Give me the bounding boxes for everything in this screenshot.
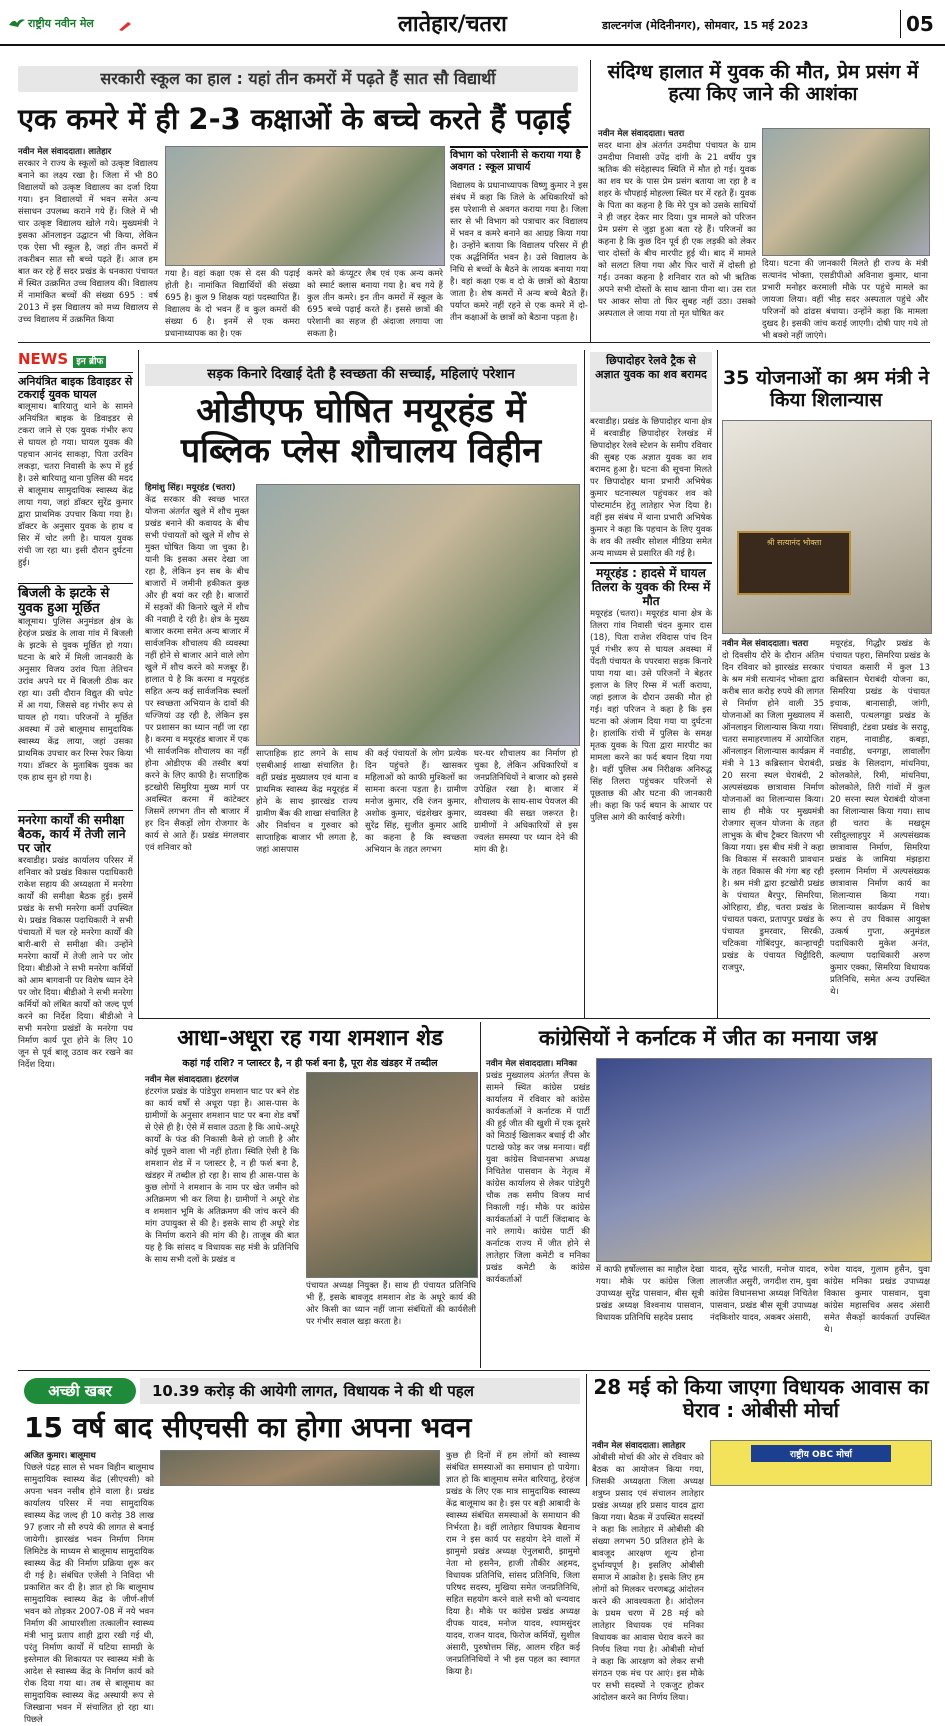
story5-headline: मयूरहंड : हादसे में घायल तिलरा के युवक की रिम्स में मौत	[590, 562, 712, 608]
minister-visit-photo	[762, 128, 930, 256]
story3-col2: साप्ताहिक हाट लगने के साथ एसबीआई शाखा संचालित है। वहीं प्रखंड मुख्यालय एवं थाना व प्राथमिक स्वास्थ्य केंद्र मयूरहंड में होने के साथ झारखंड राज्य ग्रामीण बैंक की शाखा संचालित है और निर्वाचन व गुरुवार को साप्ताहिक बाजार भी लगता है, जहां आसपास	[256, 749, 358, 855]
story4-text: बरवाडीह। प्रखंड के छिपादोहर थाना क्षेत्र में बरवाडीह छिपादोहर रेलखंड में छिपादोहर रेलवे स्टेशन के समीप रविवार की सुबह एक अज्ञात युवक का शव बरामद हुआ है। घटना की सूचना मिलते पर छिपादोहर थाना प्रभारी अभिषेक कुमार घटनास्थल पहुंचकर शव को पोस्टमार्टम हेतु लातेहार भेज दिया है। वहीं इस संबंध में थाना प्रभारी अभिषेक कुमार ने कहा कि पहचान के लिए युवक के शव की तस्वीर सोशल मीडिया समेत अन्य माध्यम से प्रसारित की गई है।	[590, 417, 712, 559]
story6-byline: नवीन मेल संवाददाता। चतरा	[722, 639, 809, 649]
section-title: लातेहार/चतरा	[398, 12, 507, 37]
story2-col1: सदर थाना क्षेत्र अंतर्गत उमदीघा पंचायत के ग्राम उमदीघा निवासी उपेंद्र दांगी के 21 वर्षीय पुत्र ऋतिक की संदेहास्पद स्थिति में मौत हो गई। युवक का शव घर के पास प्रेम प्रसंग बताया जा रहा है व शहर के चौपहाई मोहल्ला स्थित घर में रहते हैं। युवक के पिता का कहना है कि मेरे पुत्र को उसके साथियों ने ही जहर देकर मार दिया। पुत्र मामले को परिजन प्रेम प्रसंग से जुड़ा हुआ बता रहे हैं। परिजनों का कहना है कि कुछ दिन पूर्व ही एक लड़की को लेकर चार दोस्तों के बीच मारपीट हुई थी। बाद में मामले को सलटा लिया गया और फिर चारों में दोस्ती हो गई। उनका कहना है शनिवार रात को भी ऋतिक अपने सभी दोस्तों के साथ खाना पीना था। उस रात घर आकर सोया तो फिर सुबह नहीं उठा। उसको अस्पताल ले जाया गया तो मृत घोषित कर	[598, 141, 756, 319]
plaque: श्री सत्यानंद भोक्ता	[737, 531, 851, 595]
story1-kicker: सरकारी स्कूल का हाल : यहां तीन कमरों में पढ़ते हैं सात सौ विद्यार्थी	[18, 66, 578, 92]
story8-col1: प्रखंड मुख्यालय अंतर्गत लैंपस के सामने स्थित कांग्रेस प्रखंड कार्यालय में रविवार को कांग्रेस कार्यकर्ताओं ने कर्नाटक में पार्टी की हुई जीत की खुशी में एक दूसरे को मिठाई खिलाकर बधाई दी और पटाखे फोड़ कर जश्न मनाया। वहीं युवा कांग्रेस विधानसभा अध्यक्ष निचितेश पासवान के नेतृत्व में कांग्रेस कार्यालय से लेकर पांडेपुरी चौक तक समीप विजय मार्च निकाली गई। मौके पर कांग्रेस कार्यकर्ताओं ने पार्टी जिंदाबाद के नारे लगाये। कांग्रेस पार्टी की कर्नाटक राज्य में जीत होने से लातेहार जिला कमेटी व मनिका प्रखंड कमेटी के कांग्रेस कार्यकर्ताओं	[486, 1071, 590, 1285]
story1-headline: एक कमरे में ही 2-3 कक्षाओं के बच्चे करते हैं पढ़ाई	[18, 102, 571, 136]
story1-col1: सरकार ने राज्य के स्कूलों को उत्कृष्ट विद्यालय बनाने का लक्ष्य रखा है। जिला में भी 80 विद्यालयों को उत्कृष्ट विद्यालय का दर्जा दिया गया। इन विद्यालयों में भवन समेत अन्य संसाधन उपलब्ध कराने गये हैं। जिले में भी चार उत्कृष्ट विद्यालय खोले गये। मुख्यमंत्री ने इसका ऑनलाइन उद्घाटन भी किया, लेकिन एक ऐसा भी स्कूल है, जहां तीन कमरों में तकरीबन सात सौ बच्चे पढ़ते हैं। आज हम बात कर रहे हैं सदर प्रखंड के धनकारा पंचायत में स्थित उत्क्रमित उच्च विद्यालय की। विद्यालय में नामांकित बच्चों की संख्या 695 : वर्ष 2013 में इस विद्यालय को मध्य विद्यालय से उच्च विद्यालय में उत्क्रमित किया	[18, 159, 158, 325]
market-roadside-photo	[256, 484, 580, 746]
story9-col4: कुछ ही दिनों में हम लोगों को स्वास्थ्य संबंधित समस्याओं का समाधान हो पायेगा। ज्ञात हो कि बालूमाथ समेत बारियातु, हेरहंज प्रखंड के लिए एक मात्र सामुदायिक स्वास्थ्य केंद्र बालूमाथ का है। इस पर बड़ी आबादी के स्वास्थ्य संबंधित समस्याओं के समाधान की निर्भरता है। वहीं लातेहार विधायक बैद्यनाथ राम ने इस कार्य पर सहयोग देने वालों में झामुमो प्रखंड अध्यक्ष ऐनुलबारी, झामुमो नेता मो हसनैन, हाजी तौकीर अहमद, विधायक प्रतिनिधि, सांसद प्रतिनिधि, जिला परिषद सदस्य, मुखिया समेत जनप्रतिनिधि, सहित सहयोग करने वाले सभी को धन्यवाद दिया है। मौके पर कांग्रेस प्रखंड अध्यक्ष दीपक यादव, मनोज यादव, श्यामसुंदर यादव, राजन यादव, फिरोज कर्मियों, सुशील अंसारी, पुरुषोत्तम सिंह, आलम रहित कई जनप्रतिनिधियों ने भी इस पहल का स्वागत किया है।	[446, 1451, 580, 1677]
story9-kicker: 10.39 करोड़ की आयेगी लागत, विधायक ने की थी पहल	[140, 1378, 580, 1404]
brief-item: मनरेगा कार्यों की समीक्षा बैठक, कार्य में तेजी लाने पर जोर बरवाडीह। प्रखंड कार्यालय परिसर में शनिवार को प्रखंड विकास पदाधिकारी राकेश सहाय की अध्यक्षता में मनरेगा कार्यों की समीक्षा बैठक हुई। इसमें प्रखंड के सभी मनरेगा कर्मी उपस्थित थे। प्रखंड विकास पदाधिकारी ने सभी पंचायतों में चल रहे मनरेगा कार्यों की बारी-बारी से समीक्षा की। उन्होंने मनरेगा कार्यों में तेजी लाने पर जोर दिया। बीडीओ ने सभी मनरेगा कर्मियों को आम बागवानी पर विशेष ध्यान देने पर जोर दिया। बीडीओ ने सभी मनरेगा कर्मियों को लंबित कार्यों को जल्द पूर्ण करने का निर्देश दिया। बीडीओ ने सभी मनरेगा प्रखंडों के मनरेगा पथ निर्माण कार्य पूरा होने के लिए 10 जून से पूर्व बालू उठाव कर रखने का निर्देश दिया।	[18, 810, 133, 1083]
foundation-ceremony-photo	[722, 420, 932, 634]
story3-byline: हिमांशु सिंह। मयूरहंड (चतरा)	[145, 483, 236, 493]
brief-item: बिजली के झटके से युवक हुआ मूर्छित बालूमाथ। पुलिस अनुमंडल क्षेत्र के हेरहंज प्रखंड के लावा गांव में बिजली के झटके से युवक मूर्छित हो गया। घटना के बारे में मिली जानकारी के अनुसार विजय उरांव पिता तेतिचन उरांव अपने घर में बिजली ठीक कर रहा था। उसी दौरान विद्युत की चपेट में आ गया, जिससे वह गंभीर रूप से घायल हो गया। परिजनों ने मूर्छित अवस्था में उसे बालूमाथ सामुदायिक स्वास्थ्य केंद्र लाया, जहां उसका प्राथमिक उपचार कर रिम्स रेफर किया गया। डॉक्टर के मुताबिक युवक का एक हाथ सुन हो गया है।	[18, 583, 133, 806]
story7-col1: हंटरगंज प्रखंड के पांडेपुरा शमशान घाट पर बने शेड का कार्य वर्षों से अधूरा पड़ा है। आस-पास के ग्रामीणों के अनुसार शमशान घाट पर बना शेड वर्षों से ऐसे ही है। ऐसे में सवाल उठता है कि आधे-अधूरे कार्यों के फंड की निकासी कैसे हो जाती है और कोई पूछने वाला भी नहीं होता। स्थिति ऐसी है कि शमशान शेड में न प्लास्टर है, न ही फर्श बना है, खंडहर में तब्दील हो रहा है। साथ ही आस-पास के कुछ लोगों ने शमशान के नाम पर खेत जमीन को अतिक्रमण भी कर लिया है। ग्रामीणों ने अधूरे शेड व शमशान भूमि के अतिक्रमण की जांच करने की मांग उपायुक्त से की है। इसके साथ ही अधूरे शेड के निर्माण कराने की मांग की है। ताजूब की बात यह है कि सांसद व विधायक सह मंत्री के प्रतिनिधि के साथ सभी दलों के प्रखंड व	[145, 1087, 299, 1265]
story1-col3: कमरे को कंप्यूटर लैब एवं एक अन्य कमरे को स्मार्ट क्लास बनाया गया है। बच गये हैं कुल तीन कमरे। इन तीन कमरों में स्कूल के 695 बच्चे पढ़ाई करते हैं। इससे छात्रों की परेशानी का सहज ही अंदाजा लगाया जा सकता है।	[307, 269, 443, 339]
story8-col4: रुपेश यादव, गुलाम हुसैन, युवा कांग्रेस मनिका प्रखंड उपाध्यक्ष विकास कुमार पासवान, युवा कांग्रेस महासचिव असद अंसारी समेत सैकड़ों कार्यकर्ता उपस्थित थे।	[824, 1265, 930, 1335]
story6-headline: 35 योजनाओं का श्रम मंत्री ने किया शिलान्यास	[722, 367, 930, 411]
story9-byline: अजित कुमार। बालूमाथ	[24, 1451, 96, 1461]
good-news-tag: अच्छी खबर	[24, 1378, 136, 1404]
story1-subhead: विभाग को परेशानी से कराया गया है अवगत : स्कूल प्राचार्य	[450, 146, 588, 174]
story5-text: मयूरहंड (चतरा)। मयूरहंड थाना क्षेत्र के तिलरा गांव निवासी चंदन कुमार दास (18), पिता राजेश रविदास पांच दिन पूर्व गंभीर रूप से घायल अवस्था में पेंदती पंचायत के पपरवारा सड़क किनारे पाया गया था। उसे परिजनों ने बेहतर इलाज के लिए रिम्स में भर्ती कराया, जहां इलाज के दौरान उसकी मौत हो गई। वहां परिजन ने कहा है कि इस घटना को अंजाम दिया गया या दुर्घटना है। हालांकि रांची में पुलिस के समक्ष मृतक युवक के पिता द्वारा मारपीट का मामला करने का फर्द बयान दिया गया है। वहीं पुलिस अब निरीक्षक अनिरुद्ध सिंह तिलरा पहुंचकर परिजनों से पूछताछ की और घटना की जानकारी ली। कहा कि फर्द बयान के आधार पर पुलिस आगे की कार्रवाई करेगी।	[590, 609, 712, 823]
brief-item: अनियंत्रित बाइक डिवाइडर से टकराई युवक घायल बालूमाथ। बारियातु थाने के सामने अनियंत्रित बाइक के डिवाइडर से टकरा जाने से एक युवक गंभीर रूप से घायल हो गया। घायल युवक की पहचान आनंद साकड़ा, पिता उरविन लकड़ा, चतरा निवासी के रूप में हुई है। उसे बारियातु थाना पुलिस की मदद से बालूमाथ सामुदायिक स्वास्थ्य केंद्र लाया गया, जहां डॉक्टर सुरेंद्र कुमार द्वारा प्राथमिक उपचार किया गया है। डॉक्टर के अनुसार युवक के हाथ व सिर में चोट लगी है। घायल युवक रांची जा रहा था। इसी दौरान दुर्घटना हुई।	[18, 372, 133, 579]
story7-kicker: कहां गई राशि? न प्लास्टर है, न ही फर्श बना है, पूरा शेड खंडहर में तब्दील	[182, 1058, 438, 1069]
congress-celebration-photo	[596, 1058, 932, 1262]
obc-meeting-photo: राष्ट्रीय OBC मोर्चा	[710, 1440, 932, 1486]
story3-kicker: सड़क किनारे दिखाई देती है स्वच्छता की सच्चाई, महिलाएं परेशान	[145, 364, 577, 386]
story2-byline: नवीन मेल संवाददाता। चतरा	[598, 129, 685, 139]
story7-byline: नवीन मेल संवाददाता। हंटरगंज	[145, 1075, 239, 1085]
school-classroom-photo	[165, 146, 445, 266]
story7-col2: पंचायत अध्यक्ष नियुक्त हैं। साथ ही पंचायत प्रतिनिधि भी हैं, इसके बावजूद शमशान शेड के अधूरे कार्य की ओर किसी का ध्यान नहीं जाना संबंधितों की कार्यशैली पर गंभीर सवाल खड़ा करता है।	[306, 1281, 476, 1327]
masthead	[0, 0, 945, 46]
news-label: NEWS इन ब्रीफ	[18, 350, 133, 368]
dateline: डाल्टनगंज (मेदिनीनगर), सोमवार, 15 मई 2023	[602, 19, 809, 32]
bird-logo-icon	[8, 14, 26, 26]
story1-col4: विद्यालय के प्रधानाध्यापक विष्णु कुमार ने इस संबंध में कहा कि जिले के अधिकारियों को इस परेशानी से अवगत कराया गया है। जिला स्तर से भी विभाग को पत्राचार कर विद्यालय में भवन व कमरे बनाने का आग्रह किया गया है। उन्होंने बताया कि विद्यालय परिसर में ही एक अर्द्धनिर्मित भवन है। उसे विद्यालय के निधि से बच्चों के बैठने के लायक बनाया गया है। वहां कक्षा एक व दो के छात्रों को बैठाया जाता है। शेष कमरों में अन्य बच्चे बैठते हैं। पर्याप्त कमरे नहीं रहने से एक कमरे में दो-तीन कक्षाओं के छात्रों को बैठाना पड़ता है।	[450, 181, 588, 323]
story10-col1: ओबीसी मोर्चा की ओर से रविवार को बैठक का आयोजन किया गया, जिसकी अध्यक्षता जिला अध्यक्ष शत्रुघ्न प्रसाद एवं संचालन लातेहार प्रखंड अध्यक्ष हरि प्रसाद यादव द्वारा किया गया। बैठक में उपस्थित सदस्यों ने कहा कि लातेहार में ओबीसी की संख्या लगभग 50 प्रतिशत होने के बावजूद आरक्षण शून्य होना दुर्भाग्यपूर्ण है। इसलिए ओबीसी समाज में आक्रोश है। इसके लिए हम लोगों को मिलकर चरणबद्ध आंदोलन करने की आवश्यकता है। आंदोलन के प्रथम चरण में 28 मई को लातेहार विधायक एवं मनिका विधायक का आवास घेराव करने का निर्णय लिया गया है। ओबीसी मोर्चा ने कहा कि आरक्षण को लेकर सभी संगठन एक मंच पर आएं। इस मौके पर सभी सदस्यों ने एकजुट होकर आंदोलन करने का निर्णय लिया।	[592, 1453, 704, 1703]
story3-headline-line2: पब्लिक प्लेस शौचालय विहीन	[180, 431, 542, 471]
story10-byline: नवीन मेल संवाददाता। लातेहार	[592, 1441, 686, 1451]
story8-byline: नवीन मेल संवाददाता। मनिका	[486, 1059, 577, 1069]
crematorium-shed-photo	[306, 1072, 478, 1278]
story3-col4: घर-घर शौचालय का निर्माण हो चुका है, लेकिन अधिकारियों व जनप्रतिनिधियों ने बाजार को इससे उपेक्षित रखा है। बाजार में शौचालय के साथ-साथ पेयजल की व्यवस्था की सख्त जरूरत है। ग्रामीणों ने अधिकारियों से इस ज्वलंत समस्या पर ध्यान देने की मांग की है।	[474, 749, 578, 855]
story6-col1: दो दिवसीय दौरे के दौरान अंतिम दिन रविवार को झारखंड सरकार के श्रम मंत्री सत्यानंद भोक्ता द्वारा करीब सात करोड़ रुपये की लागत से निर्माण होने वाली 35 योजनाओं का जिला मुख्यालय में ऑनलाइन शिलान्यास किया गया। चतरा समाहरणालय में आयोजित ऑनलाइन शिलान्यास कार्यक्रम में मंत्री ने 13 कब्रिस्तान घेराबंदी, 20 सरना स्थल घेराबंदी, 2 अल्पसंख्यक छात्रावास निर्माण योजनाओं का शिलान्यास किया। साथ ही मौके पर मुख्यमंत्री रोजगार सृजन योजना के तहत लाभुक के बीच ट्रैक्टर वितरण भी किया गया। इस बीच मंत्री ने कहा कि विकास में सरकारी प्रावधान के तहत विकास की गंगा बह रही है। श्रम मंत्री द्वारा इटखोरी प्रखंड के पंचायत बैरपुर, सिमरिया, ओरिहारा, डीह, चतरा प्रखंड के पंचायत पकरा, प्रतापपुर प्रखंड के पंचायत डुमरवार, सिरकी, चटिकवा गोबिंदपुर, कान्हाचट्टी प्रखंड के पंचायत चिट्ठीदिरी, राजपुर,	[722, 651, 824, 973]
story4-headline-box: छिपादोहर रेलवे ट्रैक से अज्ञात युवक का शव बरामद	[590, 352, 712, 412]
news-brief	[18, 350, 133, 1350]
page-number: 05	[906, 12, 934, 36]
paper-name: राष्ट्रीय नवीन मेल	[28, 17, 94, 30]
story8-headline: कांग्रेसियों ने कर्नाटक में जीत का मनाया जश्न	[538, 1026, 878, 1050]
story3-headline-line1: ओडीएफ घोषित मयूरहंड में	[196, 391, 526, 431]
story1-col2: गया है। वहां कक्षा एक से दस की पढ़ाई होती है। नामांकित विद्यार्थियों की संख्या 695 है। कुल 9 शिक्षक यहां पदस्थापित हैं। विद्यालय के दो भवन हैं व कुल कमरों की संख्या 6 है। इनमें से एक कमरा प्रधानाध्यापक का है। एक	[165, 269, 300, 339]
pen-icon	[118, 16, 132, 26]
story9-col1: पिछले पंद्रह साल से भवन विहीन बालूमाथ सामुदायिक स्वास्थ्य केंद्र (सीएचसी) को अपना भवन नसीब होने वाला है। प्रखंड कार्यालय परिसर में नया सामुदायिक स्वास्थ्य केंद्र जल्द ही 10 करोड़ 38 लाख 97 हजार नौ सौ रुपये की लागत से बनाई जायेगी। झारखंड भवन निर्माण निगम लिमिटेड के माध्यम से बालूमाथ सामुदायिक स्वास्थ्य केंद्र की निर्माण प्रक्रिया शुरू कर दी गई है। संबंधित एजेंसी ने निविदा भी प्रकाशित कर दी है। ज्ञात हो कि बालूमाथ सामुदायिक स्वास्थ्य केंद्र के जीर्ण-शीर्ण भवन को तोड़कर 2007-08 में नये भवन निर्माण की आधारशीला तत्कालीन स्वास्थ्य मंत्री भानु प्रताप शाही द्वारा रखी गई थी, परंतु निर्माण कार्यों में घटिया सामग्री के इस्तेमाल की शिकायत पर स्वास्थ्य मंत्री के आदेश से स्वास्थ्य केंद्र के निर्माण कार्य को रोक दिया गया था। तब से बालूमाथ का सामुदायिक स्वास्थ्य केंद्र अस्थायी रूप से जिस्खाना भवन में संचालित हो रहा था। पिछले	[24, 1463, 154, 1725]
story1-byline: नवीन मेल संवाददाता। लातेहार	[18, 147, 112, 157]
story2-headline: संदिग्ध हालात में युवक की मौत, प्रेम प्रसंग में हत्या किए जाने की आशंका	[607, 61, 919, 105]
chc-building-photo	[160, 1450, 440, 1486]
story2-col2: दिया। घटना की जानकारी मिलते ही राज्य के मंत्री सत्यानंद भोक्ता, एसडीपीओ अविनाश कुमार, थाना प्रभारी मनोहर करमाली मौके पर पहुंचे मामले का जायजा लिया। वहीं भीड़ सदर अस्पताल पहुंचे और परिजनों को ढांढस बंधाया। उन्होंने कहा कि मामला दुखद है। इसकी जांच कराई जाएगी। दोषी पाए गये तो भी बक्शे नहीं जाएंगे।	[762, 259, 928, 341]
story3-col3: की कई पंचायतों के लोग प्रत्येक दिन पहुंचते हैं। खासकर महिलाओं को काफी मुश्किलों का सामना करना पड़ता है। ग्रामीण मनोज कुमार, रवि रंजन कुमार, अशोक कुमार, चंद्रशेखर कुमार, सुरेंद्र सिंह, सुजीत कुमार आदि का कहना है कि स्वच्छता अभियान के तहत लगभग	[365, 749, 467, 855]
story9-headline: 15 वर्ष बाद सीएचसी का होगा अपना भवन	[24, 1411, 472, 1444]
story8-col2: में काफी हर्षोल्लास का माहौल देखा गया। मौके पर कांग्रेस जिला उपाध्यक्ष सुरेंद्र पासवान, बीस सूत्री प्रखंड अध्यक्ष विश्वनाथ पासवान, विधायक प्रतिनिधि सहदेव प्रसाद	[596, 1265, 704, 1323]
story7-headline: आधा-अधूरा रह गया शमशान शेड	[177, 1026, 443, 1051]
story6-col2: मयूरहंड, गिद्धौर प्रखंड के पंचायत पहरा, सिमरिया प्रखंड के पंचायत कसारी में कुल 13 कब्रिस्तान घेराबंदी योजना का, सिमरिया प्रखंड के पंचायत इचाक, बानासाड़ी, जांगी, कसारी, पत्थलगड्डा प्रखंड के सिंघवाही, टंडवा प्रखंड के सराढ़ू, राहम, नावाडीह, कबड़ा, नवाडीह, धनगड्डा, लावालौंग प्रखंड के सिलदाग, मांधनिया, कोलकोले, रिमी, मांधनिया, कोलकोले, तिरी गांवों में कुल 20 सरना स्थल घेराबंदी योजना का शिलान्यास किया गया। साथ ही चतरा के मखदूम रसीदुल्लाहपुर में अल्पसंख्यक छात्रावास निर्माण, सिमरिया प्रखंड के जामिया मंझड़ारा इस्लाम निर्माण में अल्पसंख्यक छात्रावास निर्माण कार्य का शिलान्यास किया गया। शिलान्यास कार्यक्रम में विशेष रूप से उप विकास आयुक्त उत्कर्ष गुप्ता, अनुमंडल पदाधिकारी मुकेश अनंत, कल्याण पदाधिकारी अरुण कुमार एक्का, सिमरिया विधायक प्रतिनिधि, समेत अन्य उपस्थित थे।	[830, 639, 930, 997]
story3-col1: केंद्र सरकार की स्वच्छ भारत योजना अंतर्गत खुले में शौच मुक्त प्रखंड बनाने की कवायद के बीच सभी पंचायतों को खुले में शौच से मुक्त घोषित किया जा चुका है। यानी कि इसका असर देखा जा रहा है, लेकिन इन सब के बीच बाजारों में जमीनी हकीकत कुछ और ही बयां कर रही है। बाजारों में सड़कों की किनारे खुले में शौच की नवाही दे रही है। क्षेत्र के मुख्य बाजार करमा समेत अन्य बाजार में सार्वजनिक शौचालय की व्यवस्था नहीं होने से बाजार आने वाले लोग खुले में शौच करने को मजबूर हैं। हालात ये है कि करमा व मयूरहंड सहित अन्य कई सार्वजनिक स्थलों पर स्वच्छता अभियान के दावों की धज्जियां उड़ रही है, लेकिन इस पर प्रशासन का ध्यान नहीं जा रहा है। करमा व मयूरहंड बाजार में एक भी सार्वजनिक शौचालय का नहीं होना ओडीएफ की तस्वीर बयां करने के लिए काफी है। सप्ताहिक इटखोरी सिमुरिया मुख्य मार्ग पर अवस्थित करमा में कांटेक्टर जिसमें लगभग तीन सौ बाजार में हर दिन सैकड़ों लोग रोजगार के कार्य से आते हैं। प्रखंड मंगलवार एवं शनिवार को	[145, 495, 249, 853]
story8-col3: यादव, सुरेंद्र भारती, मनोज यादव, लालजीत असुरी, जगदीश राम, युवा कांग्रेस विधानसभा अध्यक्ष निचितेश पासवान, प्रखंड बीस सूत्री उपाध्यक्ष नंदकिशोर यादव, अकबर अंसारी,	[710, 1265, 818, 1323]
story10-headline: 28 मई को किया जाएगा विधायक आवास का घेराव : ओबीसी मोर्चा	[593, 1375, 929, 1422]
